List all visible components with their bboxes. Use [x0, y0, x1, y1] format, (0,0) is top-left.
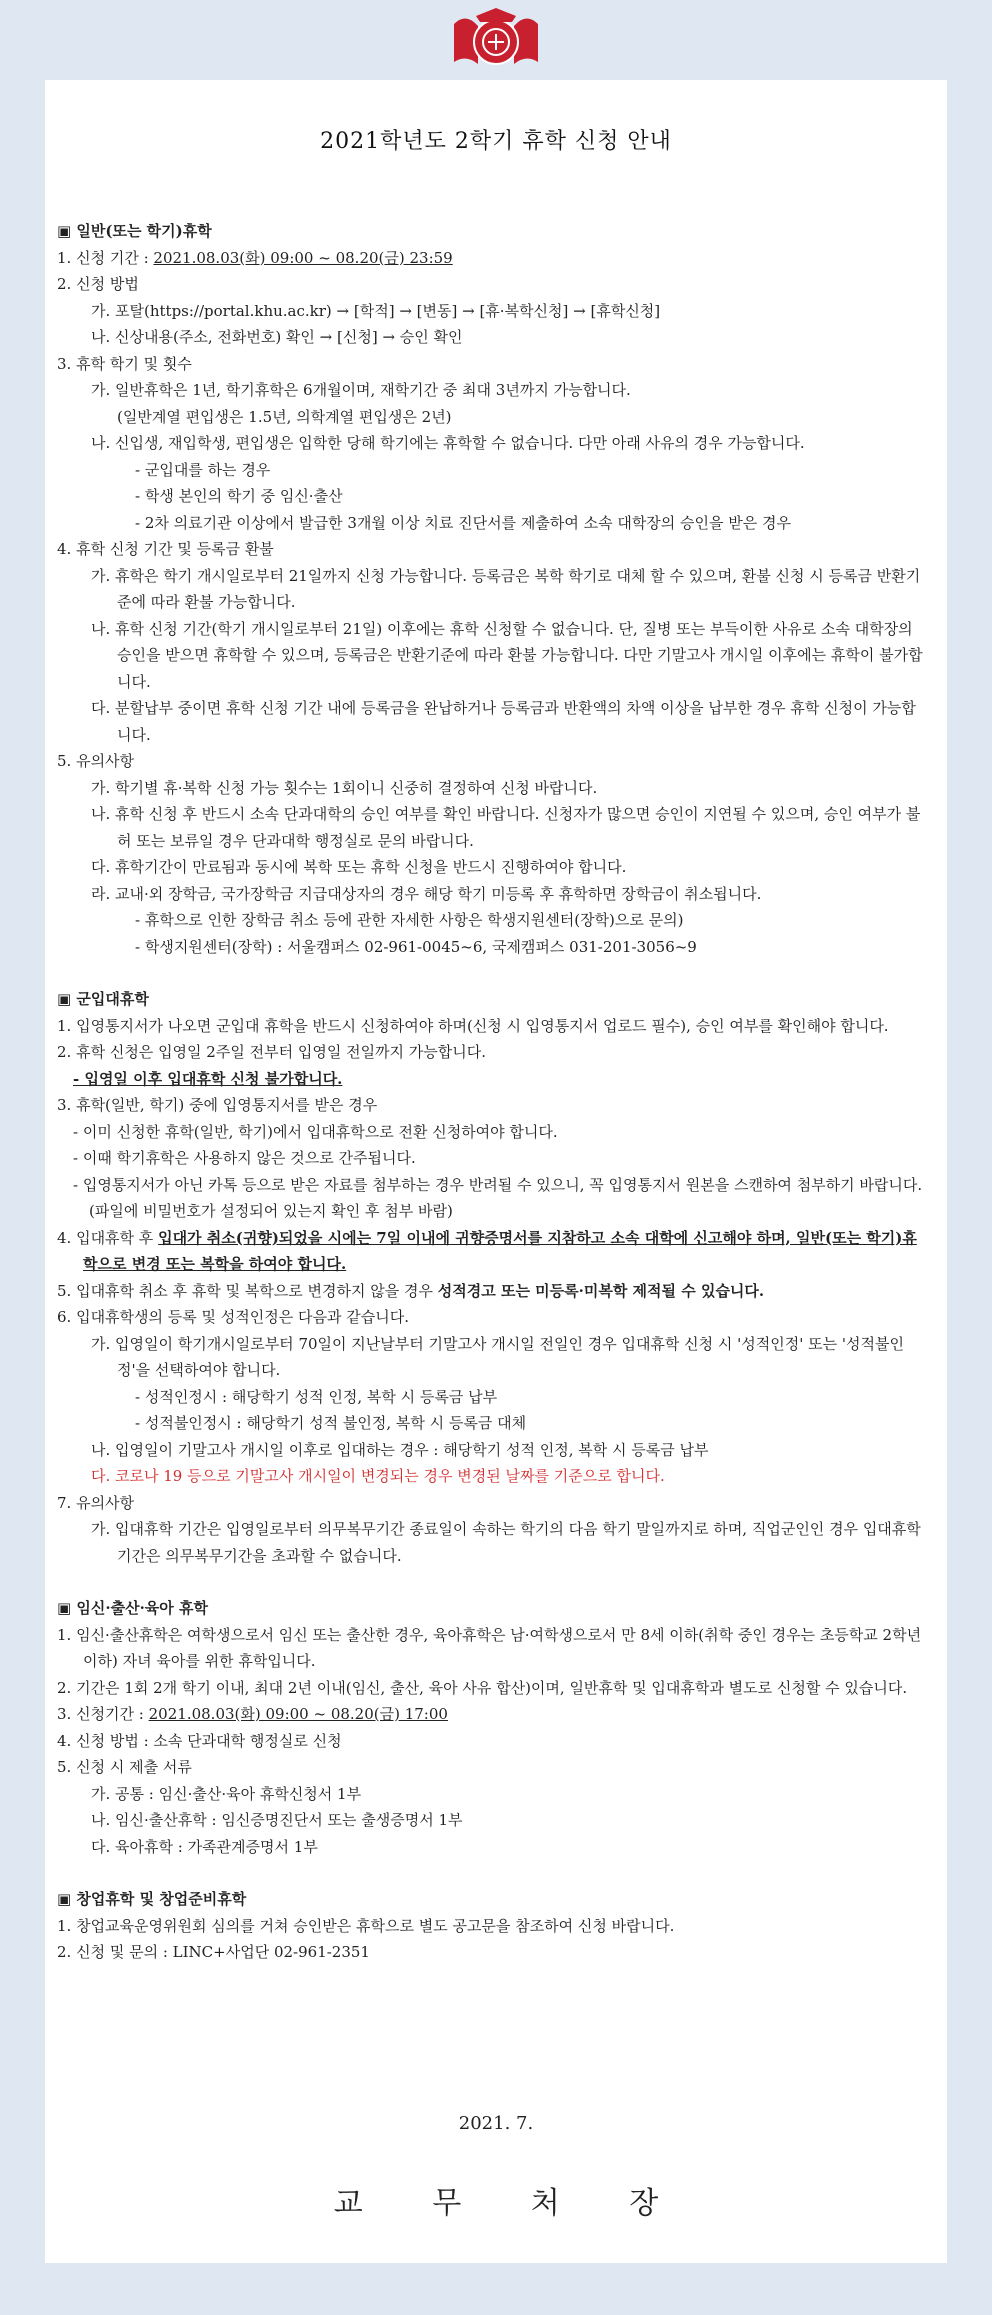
list-item: 가. 일반휴학은 1년, 학기휴학은 6개월이며, 재학기간 중 최대 3년까지 가능합니다.: [91, 381, 631, 399]
list-item: 1. 입영통지서가 나오면 군입대 휴학을 반드시 신청하여야 하며(신청 시 입영통지서 업로드 필수), 승인 여부를 확인해야 합니다.: [57, 1016, 889, 1035]
list-item: 1. 신청 기간 : 2021.08.03(화) 09:00 ~ 08.20(금) 23:59: [57, 248, 453, 267]
list-item: 나. 휴학 신청 후 반드시 소속 단과대학의 승인 여부를 확인 바랍니다. 신청자가 많으면 승인이 지연될 수 있으며, 승인 여부가 불허 또는 보류일 경우 단과대학 행정실로 문의 바랍니다.: [91, 805, 921, 850]
sub-item: - 입영통지서가 아닌 카톡 등으로 받은 자료를 첨부하는 경우 반려될 수 있으니, 꼭 입영통지서 원본을 스캔하여 첨부하기 바랍니다. (파일에 비밀번호가 설정되어 있는지 확인 후 첨부 바람): [73, 1175, 923, 1220]
list-item: 나. 신입생, 재입학생, 편입생은 입학한 당해 학기에는 휴학할 수 없습니다. 다만 아래 사유의 경우 가능합니다.: [91, 434, 805, 452]
list-item: 나. 신상내용(주소, 전화번호) 확인 → [신청] → 승인 확인: [91, 328, 463, 346]
emphasis-text: 입대가 취소(귀향)되었을 시에는 7일 이내에 귀향증명서를 지참하고 소속 대학에 신고해야 하며, 일반(또는 학기)휴학으로 변경 또는 복학을 하여야 합니다.: [83, 1228, 917, 1273]
sub-item: - 학생지원센터(장학) : 서울캠퍼스 02-961-0045~6, 국제캠퍼스 031-201-3056~9: [135, 937, 697, 956]
sub-item: - 이때 학기휴학은 사용하지 않은 것으로 간주됩니다.: [73, 1149, 416, 1167]
list-item: 5. 유의사항: [57, 752, 135, 770]
list-item: 나. 임신·출산휴학 : 임신증명진단서 또는 출생증명서 1부: [91, 1811, 463, 1829]
sub-item: - 군입대를 하는 경우: [135, 460, 271, 479]
sub-item: - 학생 본인의 학기 중 임신·출산: [135, 487, 343, 505]
list-item: 다. 육아휴학 : 가족관계증명서 1부: [91, 1837, 318, 1856]
application-period: 2021.08.03(화) 09:00 ~ 08.20(금) 17:00: [148, 1705, 448, 1723]
list-item: 나. 입영일이 기말고사 개시일 이후로 입대하는 경우 : 해당학기 성적 인정, 복학 시 등록금 납부: [91, 1440, 709, 1459]
list-item: 다. 휴학기간이 만료됨과 동시에 복학 또는 휴학 신청을 반드시 진행하여야 합니다.: [91, 858, 627, 876]
list-item: 가. 포탈(https://portal.khu.ac.kr) → [학적] → [변동] → [휴·복학신청] → [휴학신청]: [91, 301, 661, 320]
list-item: 2. 기간은 1회 2개 학기 이내, 최대 2년 이내(임신, 출산, 육아 사유 합산)이며, 일반휴학 및 입대휴학과 별도로 신청할 수 있습니다.: [57, 1678, 908, 1697]
list-item-note: (일반계열 편입생은 1.5년, 의학계열 편입생은 2년): [117, 407, 452, 426]
list-item: 가. 입대휴학 기간은 입영일로부터 의무복무기간 종료일이 속하는 학기의 다음 학기 말일까지로 하며, 직업군인인 경우 입대휴학 기간은 의무복무기간을 초과할 수 없습니다.: [91, 1520, 921, 1565]
list-item: 5. 신청 시 제출 서류: [57, 1758, 192, 1776]
sub-item: - 성적인정시 : 해당학기 성적 인정, 복학 시 등록금 납부: [135, 1387, 498, 1406]
section-heading: ▣ 창업휴학 및 창업준비휴학: [57, 1890, 247, 1908]
list-item: 가. 입영일이 학기개시일로부터 70일이 지난날부터 기말고사 개시일 전일인 경우 입대휴학 신청 시 '성적인정' 또는 '성적불인정'을 선택하여야 합니다.: [91, 1334, 904, 1379]
warning-note: - 입영일 이후 입대휴학 신청 불가합니다.: [73, 1069, 343, 1088]
list-item: 3. 휴학 학기 및 횟수: [57, 354, 192, 373]
list-item: 3. 신청기간 : 2021.08.03(화) 09:00 ~ 08.20(금) 17:00: [57, 1705, 448, 1723]
emphasis-text: 성적경고 또는 미등록·미복학 제적될 수 있습니다.: [437, 1281, 765, 1300]
list-item: 1. 임신·출산휴학은 여학생으로서 임신 또는 출산한 경우, 육아휴학은 남·여학생으로서 만 8세 이하(취학 중인 경우는 초등학교 2학년 이하) 자녀 육아를 위한 휴학입니다.: [57, 1625, 922, 1670]
sub-item: - 2차 의료기관 이상에서 발급한 3개월 이상 치료 진단서를 제출하여 소속 대학장의 승인을 받은 경우: [135, 513, 792, 532]
section-childcare-leave: [57, 1595, 923, 1860]
list-item: 4. 입대휴학 후 입대가 취소(귀향)되었을 시에는 7일 이내에 귀향증명서를 지참하고 소속 대학에 신고해야 하며, 일반(또는 학기)휴학으로 변경 또는 복학을 하여야 합니다.: [57, 1228, 917, 1273]
page-title: 2021학년도 2학기 휴학 신청 안내: [320, 129, 672, 154]
list-item: 라. 교내·외 장학금, 국가장학금 지급대상자의 경우 해당 학기 미등록 후 휴학하면 장학금이 취소됩니다.: [91, 884, 762, 903]
list-item: 1. 창업교육운영위원회 심의를 거쳐 승인받은 휴학으로 별도 공고문을 참조하여 신청 바랍니다.: [57, 1916, 675, 1935]
covid-notice: 다. 코로나 19 등으로 기말고사 개시일이 변경되는 경우 변경된 날짜를 기준으로 합니다.: [91, 1467, 665, 1485]
section-general-leave: [57, 218, 923, 960]
section-heading: ▣ 일반(또는 학기)휴학: [57, 222, 212, 240]
list-item: 4. 휴학 신청 기간 및 등록금 환불: [57, 540, 274, 558]
sub-item: - 성적불인정시 : 해당학기 성적 불인정, 복학 시 등록금 대체: [135, 1414, 527, 1432]
list-item: 가. 공통 : 임신·출산·육아 휴학신청서 1부: [91, 1784, 362, 1803]
list-item: 2. 휴학 신청은 입영일 2주일 전부터 입영일 전일까지 가능합니다.: [57, 1043, 487, 1061]
section-military-leave: [57, 986, 923, 1569]
list-item: 6. 입대휴학생의 등록 및 성적인정은 다음과 같습니다.: [57, 1308, 409, 1326]
list-item: 가. 휴학은 학기 개시일로부터 21일까지 신청 가능합니다. 등록금은 복학 학기로 대체 할 수 있으며, 환불 신청 시 등록금 반환기준에 따라 환불 가능합니다.: [91, 566, 921, 611]
section-startup-leave: [57, 1886, 923, 1966]
notice-body: [57, 218, 923, 1992]
list-item: 가. 학기별 휴·복학 신청 가능 횟수는 1회이니 신중히 결정하여 신청 바랍니다.: [91, 778, 598, 797]
list-item: 5. 입대휴학 취소 후 휴학 및 복학으로 변경하지 않을 경우 성적경고 또는 미등록·미복학 제적될 수 있습니다.: [57, 1281, 765, 1300]
notice-sheet: [45, 80, 947, 2263]
sub-item: - 휴학으로 인한 장학금 취소 등에 관한 자세한 사항은 학생지원센터(장학)으로 문의): [135, 911, 684, 929]
list-item: 나. 휴학 신청 기간(학기 개시일로부터 21일) 이후에는 휴학 신청할 수 없습니다. 단, 질병 또는 부득이한 사유로 소속 대학장의 승인을 받으면 휴학할 수 있으며, 등록금은 반환기준에 따라 환불 가능합니다. 다만 기말고사 개시일 이후에는 휴학이 불가합니다.: [91, 619, 923, 691]
list-item: 4. 신청 방법 : 소속 단과대학 행정실로 신청: [57, 1731, 342, 1750]
university-emblem: [446, 4, 546, 78]
notice-date: 2021. 7.: [458, 2113, 534, 2134]
list-item: 3. 휴학(일반, 학기) 중에 입영통지서를 받은 경우: [57, 1096, 378, 1114]
list-item: 2. 신청 및 문의 : LINC+사업단 02-961-2351: [57, 1943, 370, 1961]
section-heading: ▣ 군입대휴학: [57, 990, 149, 1008]
list-item: 다. 분할납부 중이면 휴학 신청 기간 내에 등록금을 완납하거나 등록금과 반환액의 차액 이상을 납부한 경우 휴학 신청이 가능합니다.: [91, 699, 916, 744]
application-period: 2021.08.03(화) 09:00 ~ 08.20(금) 23:59: [153, 248, 453, 267]
list-item: 2. 신청 방법: [57, 275, 139, 293]
issuer-signature: 교 무 처 장: [333, 2186, 689, 2221]
list-item: 7. 유의사항: [57, 1493, 135, 1512]
sub-item: - 이미 신청한 휴학(일반, 학기)에서 입대휴학으로 전환 신청하여야 합니다.: [73, 1122, 558, 1141]
section-heading: ▣ 임신·출산·육아 휴학: [57, 1599, 208, 1617]
